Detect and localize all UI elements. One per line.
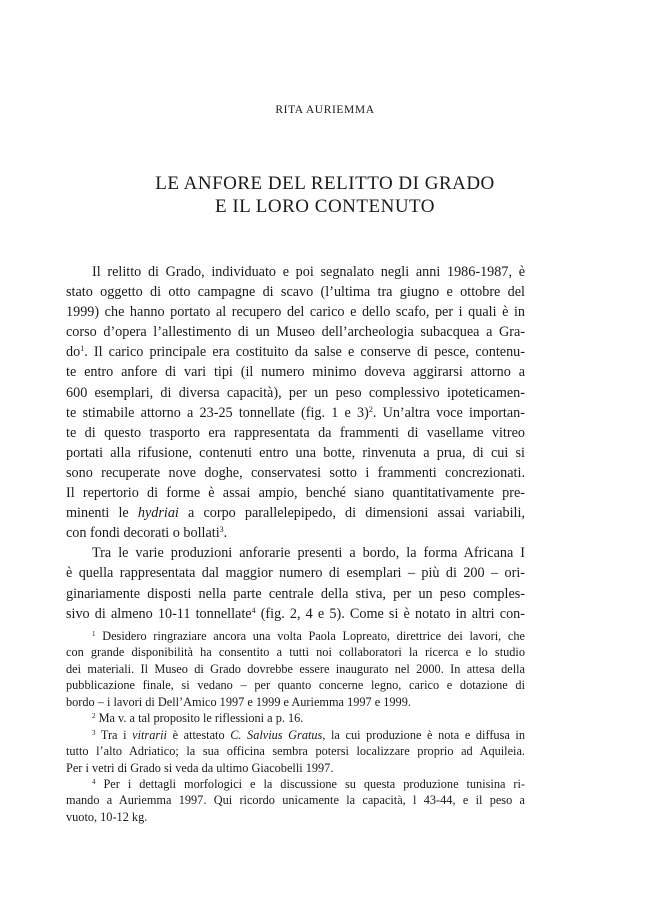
footnote-line: $^4$ Per i dettagli morfologici e la discussione su questa produzione tunisina ri- xyxy=(92,776,525,791)
footnote-line: bordo – i lavori di Dell’Amico 1997 e 1999 e Auriemma 1997 e 1999. xyxy=(66,694,411,709)
footnote-ref: 1 xyxy=(80,344,85,354)
body-line: minenti le hydriai a corpo parallelepipedo, di dimensioni assai variabili, xyxy=(66,505,525,522)
body-line: 1999) che hanno portato al recupero del carico e dello scafo, per i quali è in xyxy=(66,304,525,321)
body-line: ginariamente disposti nella parte centrale della stiva, per un peso comples- xyxy=(66,585,525,602)
footnote-line: $^3$ Tra i vitrarii è attestato C. Salvius Gratus, la cui produzione è nota e diffusa in xyxy=(92,727,525,742)
footnote-ref: 3 xyxy=(219,525,224,535)
body-line: $do^1$. Il carico principale era costituito da salse e conserve di pesce, contenu- xyxy=(66,344,525,361)
body-text xyxy=(66,262,525,624)
body-line: 600 esemplari, di diversa capacità), per un peso complessivo ipoteticamen- xyxy=(66,384,525,401)
article-title-line-2: E IL LORO CONTENUTO xyxy=(214,196,436,217)
footnote-line: Per i vetri di Grado si veda da ultimo Giacobelli 1997. xyxy=(66,760,334,775)
body-line: te di questo trasporto era rappresentata da frammenti di vasellame vitreo xyxy=(66,424,525,441)
body-line: Tra le varie produzioni anforarie presenti a bordo, la forma Africana I xyxy=(92,545,525,562)
footnote-line: $^1$ Desidero ringraziare ancora una volta Paola Lopreato, direttrice dei lavori, che xyxy=(92,629,525,643)
body-line: portati alla rifusione, contenuti entro una botte, rinvenuta a prua, di cui si xyxy=(66,444,525,461)
footnote-number: 3 xyxy=(92,728,96,737)
footnotes xyxy=(66,628,525,825)
footnote-line: pubblicazione finale, si vedano – per quanto concerne legno, carico e dotazione di xyxy=(66,678,525,693)
footnote-number: 1 xyxy=(92,630,96,638)
footnote-ref: 4 xyxy=(251,605,256,615)
body-line: te entro anfore di vari tipi (il numero minimo doveva aggirarsi attorno a xyxy=(66,364,525,381)
article-title-line-1: LE ANFORE DEL RELITTO DI GRADO xyxy=(155,173,495,194)
footnote-number: 2 xyxy=(92,712,96,721)
footnote-line: vuoto, 10-12 kg. xyxy=(66,809,148,824)
body-line: Il repertorio di forme è assai ampio, benché siano quantitativamente pre- xyxy=(66,485,525,502)
article-title xyxy=(0,172,650,218)
body-line: sono recuperate nove doghe, conservatesi sotto i frammenti concrezionati. xyxy=(66,464,525,481)
footnote-line: dei materiali. Il Museo di Grado dovrebbe essere inaugurato nel 2000. In attesa della xyxy=(66,661,525,676)
footnote-ref: 2 xyxy=(368,404,373,414)
body-line: corso d’opera l’allestimento di un Museo dell’archeologia subacquea a Gra- xyxy=(66,324,525,341)
footnote-number: 4 xyxy=(92,777,96,786)
running-header-author: RITA AURIEMMA xyxy=(275,104,375,116)
footnote-line: $^2$ Ma v. a tal proposito le riflessioni a p. 16. xyxy=(92,711,304,726)
body-line: stato oggetto di otto campagne di scavo (l’ultima tra giugno e ottobre del xyxy=(66,284,525,301)
body-line: Il relitto di Grado, individuato e poi segnalato negli anni 1986-1987, è xyxy=(92,264,525,280)
footnote-line: tutto l’alto Adriatico; la sua officina sembra potersi localizzare proprio ad Aquileia. xyxy=(66,744,525,759)
body-line: te stimabile attorno a 23-25 tonnellate (fig. 1 e 3)$^2$. Un’altra voce importan- xyxy=(66,404,525,421)
body-line: con fondi decorati o bollati$^3$. xyxy=(66,525,228,542)
footnote-line: con grande disponibilità ha consentito a tutti noi collaboratori la ricerca e lo studio xyxy=(66,645,525,660)
body-line: sivo di almeno 10-11 tonnellate$^4$ (fig. 2, 4 e 5). Come si è notato in altri con- xyxy=(66,605,525,622)
footnote-line: mando a Auriemma 1997. Qui ricordo unicamente la capacità, l 43-44, e il peso a xyxy=(66,793,525,808)
body-line: è quella rappresentata dal maggior numero di esemplari – più di 200 – ori- xyxy=(66,565,525,582)
